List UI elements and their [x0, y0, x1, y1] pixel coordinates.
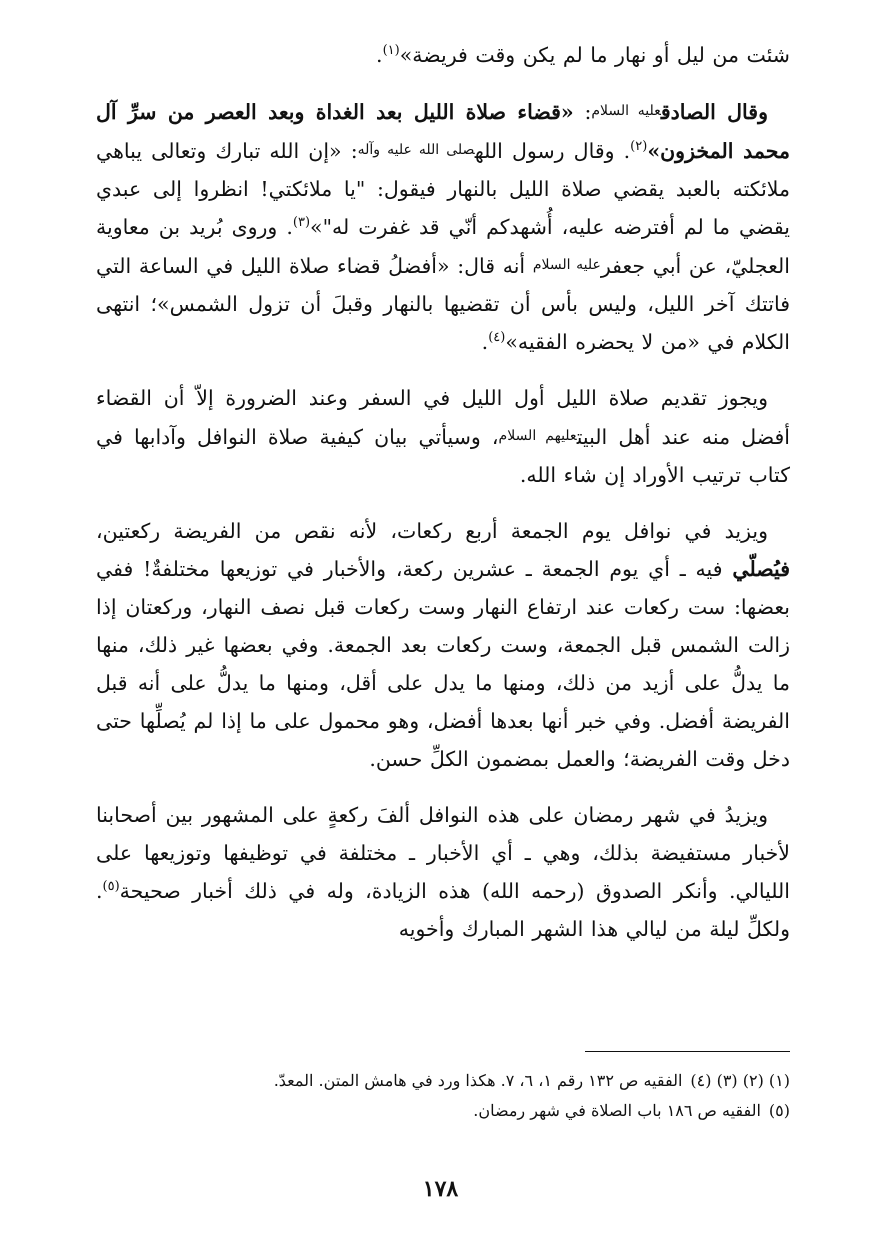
footnote-2-text: الفقيه ص ١٨٦ باب الصلاة في شهر رمضان.	[473, 1101, 761, 1120]
quote-prophet: : «إن الله تبارك وتعالى يباهي ملائكته بالعبد يقضي صلاة الليل بالنهار فيقول: "يا ملائكتي! انظروا إلى عبدي يقضي ما لم أفترضه عليه، أُشهدكم أنّي قد غفرت له"»	[96, 139, 790, 239]
footnote-ref-5: (٥)	[102, 879, 120, 895]
paragraph-5	[96, 796, 790, 948]
main-text	[96, 36, 790, 948]
paragraph-2-end: .	[481, 330, 489, 354]
footnote-1-text: الفقيه ص ١٣٢ رقم ١، ٦، ٧. هكذا ورد في هامش المتن. المعدّ.	[273, 1071, 683, 1090]
paragraph-5-text-b: . ولكلِّ ليلة من ليالي هذا الشهر المبارك وأخويه	[96, 879, 790, 941]
honorific-alayhim: عليهم السلام	[498, 428, 577, 444]
footnote-ref-4: (٤)	[488, 330, 506, 346]
page-number: ١٧٨	[422, 1176, 459, 1202]
paragraph-1	[96, 36, 790, 74]
paragraph-4-text-a: ويزيد في نوافل يوم الجمعة أربع ركعات، لأنه نقص من الفريضة ركعتين،	[96, 519, 768, 543]
honorific-alayhi-1: عليه السلام	[591, 103, 661, 119]
colon: :	[573, 100, 592, 124]
honorific-alayhi-2: عليه السلام	[532, 257, 601, 273]
paragraph-5-text-a: ويزيدُ في شهر رمضان على هذه النوافل ألفَ ركعةٍ على المشهور بين أصحابنا لأخبار مستفيضة بذلك، وهي ـ أي الأخبار ـ مختلفة في توظيفها وتوزيعها على الليالي. وأنكر الصدوق (رحمه الله) هذه الزيادة، وله في ذلك أخبار صحيحة	[96, 803, 790, 903]
paragraph-4	[96, 512, 790, 778]
paragraph-4-bold: فيُصلّي	[732, 557, 790, 581]
quote-abu-jafar: أنه قال: «أفضلُ قضاء صلاة الليل في الساعة التي فاتتك آخر الليل، وليس بأس أن تقضيها بالنهار وقبلَ أن تزول الشمس»؛ انتهى الكلام في «من لا يحضره الفقيه»	[96, 254, 790, 354]
paragraph-1-text: شئت من ليل أو نهار ما لم يكن وقت فريضة»	[399, 43, 790, 67]
speaker-al-sadiq: وقال الصادق	[660, 100, 768, 124]
sentence-buraid: . وروى بُريد بن معاوية العجليّ، عن أبي جعفر	[96, 215, 791, 278]
paragraph-3-text-b: ، وسيأتي بيان كيفية صلاة النوافل وآدابها في كتاب ترتيب الأوراد إن شاء الله.	[96, 425, 790, 487]
paragraph-4-text-b: فيه ـ أي يوم الجمعة ـ عشرين ركعة، والأخبار في توزيعها مختلفةٌ! ففي بعضها: ست ركعات عند ارتفاع النهار وست ركعات قبل نصف النهار، وركعتان إذا زالت الشمس قبل الجمعة، وست ركعات بعد الجمعة. وفي بعضها غير ذلك، منها ما يدلُّ على أزيد من ذلك، ومنها ما يدل على أقل، ومنها ما يدلُّ على أنه قبل الفريضة أفضل. وفي خبر أنها بعدها أفضل، وهو محمول على ما إذا لم يُصلِّها حتى دخل وقت الفريضة؛ والعمل بمضمون الكلِّ حسن.	[96, 557, 790, 771]
footnote-ref-2: (٢)	[630, 139, 648, 155]
paragraph-3-text-a: ويجوز تقديم صلاة الليل أول الليل في السفر وعند الضرورة إلاّ أن القضاء أفضل منه عند أهل البيت	[96, 386, 791, 449]
footnotes	[96, 1066, 790, 1126]
paragraph-1-end: .	[376, 43, 383, 67]
honorific-salla: صلى الله عليه وآله	[357, 142, 475, 158]
footnote-1	[96, 1066, 790, 1096]
paragraph-2	[96, 92, 790, 361]
footnote-ref-1: (١)	[382, 43, 400, 59]
paragraph-3	[96, 379, 790, 494]
footnote-2	[96, 1096, 790, 1126]
footnote-2-number: (٥)	[768, 1101, 790, 1120]
footnote-ref-3: (٣)	[292, 215, 311, 231]
quote-sadiq: «قضاء صلاة الليل بعد الغداة وبعد العصر من سرِّ آل محمد المخزون»	[96, 100, 790, 163]
footnote-separator	[585, 1051, 790, 1052]
footnote-1-number: (١) (٢) (٣) (٤)	[690, 1071, 790, 1090]
sentence-prophet: . وقال رسول الله	[474, 139, 631, 163]
